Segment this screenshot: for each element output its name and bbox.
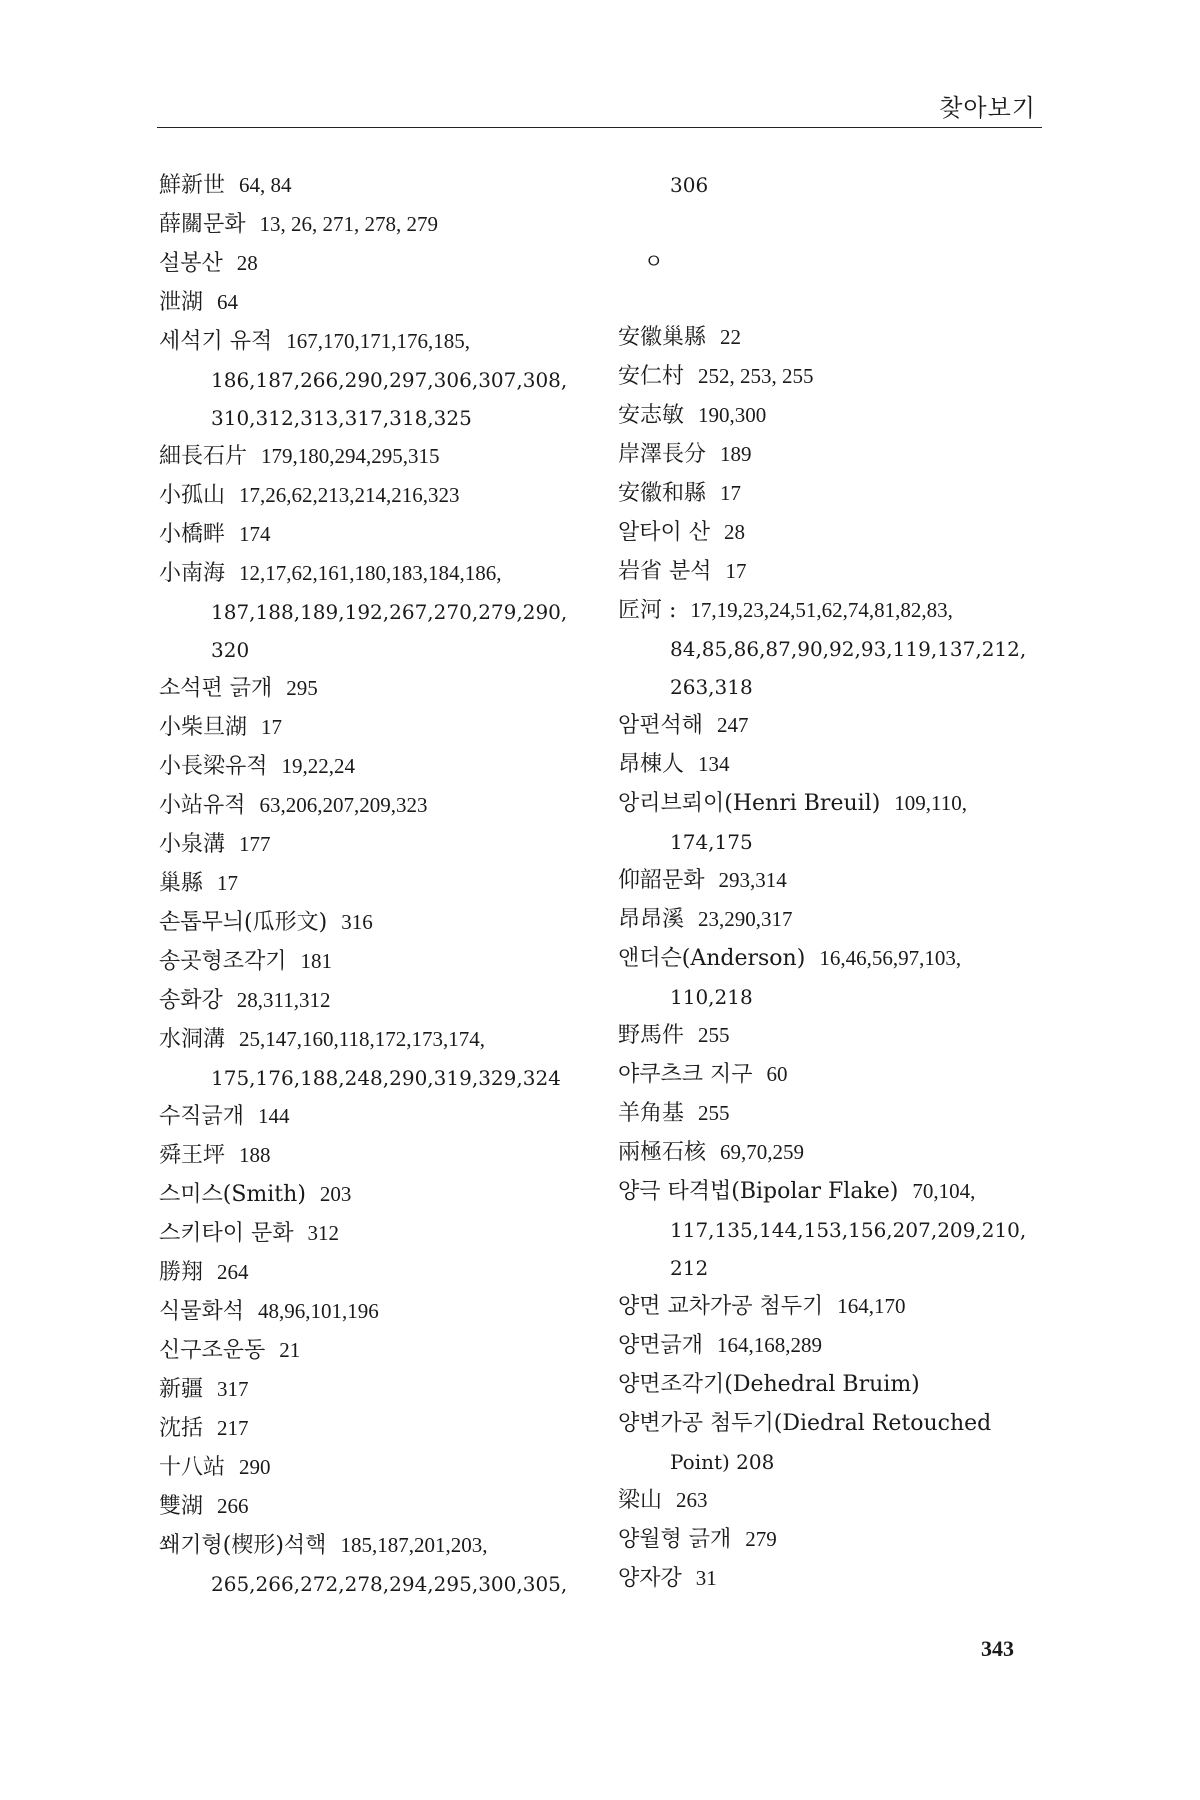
index-entry [159,205,599,244]
index-pages: 190,300 [698,403,767,427]
index-term: 야쿠츠크 지구 [618,1062,753,1087]
index-entry [618,318,1058,357]
index-pages: 185,187,201,203, [340,1533,488,1557]
index-term: 양면긁개 [618,1333,704,1358]
index-pages: 255 [698,1101,730,1125]
index-pages: 317 [217,1377,249,1401]
index-term: 仰韶문화 [618,868,705,893]
index-term: 舜王坪 [159,1143,226,1168]
index-term: 安徽巢縣 [618,325,707,350]
index-entry [159,825,599,864]
index-term: 小柴旦湖 [159,715,248,740]
index-pages: 144 [258,1104,290,1128]
index-pages: 31 [695,1566,717,1590]
index-entry [618,1055,1058,1094]
index-term: 수직긁개 [159,1104,245,1129]
index-term: 安徽和縣 [618,481,707,506]
index-entry [159,1214,599,1253]
index-pages: 23,290,317 [698,907,793,931]
index-pages-continued: 84,85,86,87,90,92,93,119,137,212, [670,637,1027,661]
index-pages-continued: 186,187,266,290,297,306,307,308, [211,368,568,392]
index-pages: 164,168,289 [717,1333,823,1357]
index-entry [618,784,1058,823]
index-term: 匠河 : [618,598,677,623]
index-pages: 181 [300,949,333,973]
index-entry [618,706,1058,745]
index-term: 양면조각기(Dehedral Bruim) [618,1372,920,1397]
index-entry [618,591,1058,630]
index-term: 양면 교차가공 첨두기 [618,1294,824,1319]
index-pages: 266 [217,1494,249,1518]
index-column-left [159,166,599,1603]
index-term: 양극 타격법(Bipolar Flake) [618,1179,899,1204]
index-pages: 279 [745,1527,777,1551]
index-entry [159,1526,599,1565]
index-entry [618,357,1058,396]
index-term: 小南海 [159,561,226,586]
index-pages: 263 [676,1488,708,1512]
index-term: 昂昂溪 [618,907,685,932]
index-entry [618,745,1058,784]
index-entry [618,1133,1058,1172]
index-term: 설봉산 [159,251,223,276]
index-pages-continued: 117,135,144,153,156,207,209,210, [670,1218,1027,1242]
index-pages: 19,22,24 [281,754,356,778]
index-term: 세석기 유적 [159,329,273,354]
index-pages: 64 [217,290,239,314]
index-pages: 17 [720,481,742,505]
index-term: 쐐기형(楔形)석핵 [159,1533,327,1558]
index-term: 安志敏 [618,403,685,428]
index-pages: 16,46,56,97,103, [819,946,962,970]
index-term: 앙리브뢰이(Henri Breuil) [618,791,881,816]
index-pages: 164,170 [837,1294,906,1318]
index-pages: 64, 84 [239,173,292,197]
index-entry [618,1559,1058,1598]
index-term: 野馬件 [618,1023,685,1048]
index-entry [159,1331,599,1370]
index-entry [618,1016,1058,1055]
index-entry [159,864,599,903]
index-entry [159,786,599,825]
index-pages-continued: 320 [211,638,250,662]
index-pages: 247 [717,713,749,737]
index-pages: 255 [698,1023,730,1047]
index-term: 小站유적 [159,793,246,818]
index-entry [618,1172,1058,1211]
index-entry [159,1136,599,1175]
index-entry [159,1292,599,1331]
index-entry [159,244,599,283]
index-pages-continued: 306 [670,173,709,197]
index-entry [618,1481,1058,1520]
index-term: 昂棟人 [618,752,685,777]
index-term: 兩極石核 [618,1140,707,1165]
index-pages: 13, 26, 271, 278, 279 [259,212,439,236]
index-pages: 17,19,23,24,51,62,74,81,82,83, [690,598,953,622]
index-term: 송화강 [159,988,223,1013]
index-term: 양자강 [618,1566,682,1591]
index-entry [159,1175,599,1214]
index-term: 梁山 [618,1488,663,1513]
index-entry [159,1020,599,1059]
index-pages: 295 [286,676,318,700]
index-entry [618,939,1058,978]
index-pages: 22 [720,325,742,349]
index-term: 小橋畔 [159,522,226,547]
index-entry [618,1094,1058,1133]
index-pages: 290 [239,1455,271,1479]
index-term: 알타이 산 [618,520,711,545]
index-term: 岩省 분석 [618,559,712,584]
index-pages: 17 [725,559,747,583]
index-pages: 17,26,62,213,214,216,323 [239,483,460,507]
index-entry [159,1487,599,1526]
index-pages-continued: 187,188,189,192,267,270,279,290, [211,600,568,624]
index-entry [618,552,1058,591]
index-pages: 264 [217,1260,249,1284]
index-pages-continued: 212 [670,1256,709,1280]
index-pages: 63,206,207,209,323 [259,793,428,817]
index-pages-continued: 310,312,313,317,318,325 [211,406,472,430]
index-term: 小長梁유적 [159,754,268,779]
index-pages: 17 [261,715,283,739]
index-term: 勝翔 [159,1260,204,1285]
index-pages: 60 [766,1062,788,1086]
index-term: 신구조운동 [159,1338,266,1363]
index-term: 巢縣 [159,871,204,896]
index-term: 細長石片 [159,444,248,469]
index-pages: 217 [217,1416,249,1440]
header-rule [157,127,1042,128]
index-entry [159,322,599,361]
index-entry [159,1097,599,1136]
index-term: 스미스(Smith) [159,1182,306,1207]
index-entry [159,476,599,515]
index-entry [159,1370,599,1409]
index-entry [159,981,599,1020]
index-entry [618,1365,1058,1404]
index-pages-continued: 174,175 [670,830,753,854]
index-term: 양변가공 첨두기(Diedral Retouched [618,1411,992,1436]
index-term: 앤더슨(Anderson) [618,946,806,971]
index-entry [159,747,599,786]
index-pages: 179,180,294,295,315 [261,444,440,468]
index-term: 薛關문화 [159,212,246,237]
index-term: 양월형 긁개 [618,1527,732,1552]
index-entry [159,903,599,942]
index-entry [159,1253,599,1292]
index-entry [618,435,1058,474]
index-pages-continued: 263,318 [670,675,753,699]
index-term: 安仁村 [618,364,685,389]
index-entry [618,861,1058,900]
index-pages: 69,70,259 [720,1140,805,1164]
index-pages: 134 [698,752,730,776]
index-term: 鮮新世 [159,173,226,198]
running-header: 찾아보기 [939,94,1036,122]
index-pages-continued: 265,266,272,278,294,295,300,305, [211,1572,568,1596]
index-term: 小泉溝 [159,832,226,857]
index-pages: 252, 253, 255 [698,364,814,388]
index-pages: 203 [319,1182,352,1206]
index-pages: 12,17,62,161,180,183,184,186, [239,561,502,585]
index-term: 泄湖 [159,290,204,315]
index-term: 암편석해 [618,713,704,738]
index-entry [618,900,1058,939]
index-entry [159,1409,599,1448]
index-term: 新疆 [159,1377,204,1402]
index-term: 스키타이 문화 [159,1221,294,1246]
index-entry [618,474,1058,513]
index-term: 岸澤長分 [618,442,707,467]
index-pages: 28 [236,251,258,275]
index-term: 十八站 [159,1455,226,1480]
index-pages: 25,147,160,118,172,173,174, [239,1027,485,1051]
index-pages: 17 [217,871,239,895]
index-term: 羊角基 [618,1101,685,1126]
index-entry [159,166,599,205]
index-pages: 167,170,171,176,185, [286,329,471,353]
index-entry [159,942,599,981]
index-entry [618,1520,1058,1559]
page-number: 343 [981,1636,1014,1661]
index-pages: 70,104, [912,1179,976,1203]
index-term: 小孤山 [159,483,226,508]
index-entry [159,283,599,322]
index-pages: 293,314 [718,868,787,892]
index-pages: 28,311,312 [236,988,331,1012]
index-pages: 316 [341,910,373,934]
index-entry [618,513,1058,552]
index-term: 雙湖 [159,1494,204,1519]
index-pages: 177 [239,832,271,856]
index-pages: 188 [239,1143,271,1167]
index-pages: 48,96,101,196 [258,1299,379,1323]
index-entry [159,515,599,554]
index-entry [618,396,1058,435]
index-pages-continued: Point) 208 [670,1450,775,1474]
index-column-right [618,166,1058,1598]
index-entry [159,708,599,747]
index-entry [618,1287,1058,1326]
index-pages: 21 [279,1338,301,1362]
index-term: 水洞溝 [159,1027,226,1052]
index-pages-continued: 175,176,188,248,290,319,329,324 [211,1066,561,1090]
index-pages: 312 [307,1221,340,1245]
index-entry [159,554,599,593]
index-term: 소석편 긁개 [159,676,273,701]
index-entry [159,669,599,708]
index-term: 식물화석 [159,1299,245,1324]
index-entry [618,1404,1058,1443]
index-term: 沈括 [159,1416,204,1441]
index-pages: 174 [239,522,271,546]
index-entry [618,1326,1058,1365]
index-entry [159,1448,599,1487]
index-term: 손톱무늬(瓜形文) [159,910,328,935]
section-letter: ㅇ [644,249,664,273]
index-pages: 189 [720,442,752,466]
index-term: 송곳형조각기 [159,949,287,974]
index-entry [159,437,599,476]
index-pages-continued: 110,218 [670,985,753,1009]
index-pages: 109,110, [894,791,968,815]
index-pages: 28 [724,520,746,544]
